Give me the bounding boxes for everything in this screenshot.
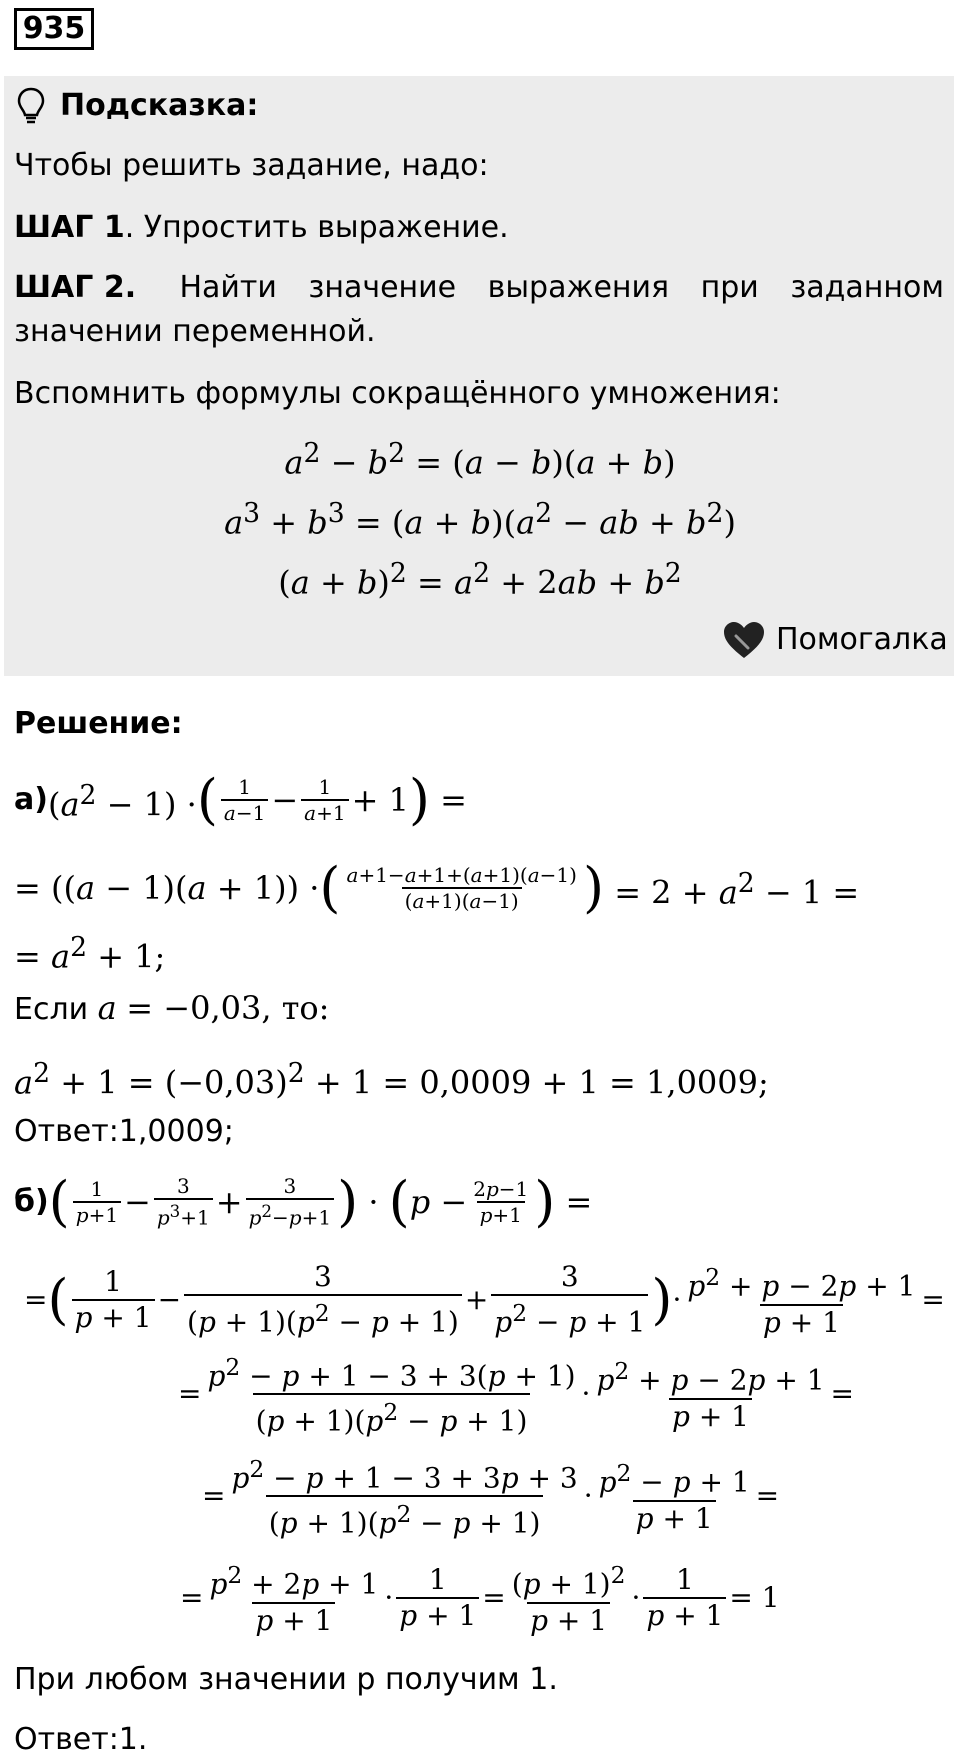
answer-a: Ответ:1,0009; xyxy=(14,1114,234,1149)
step2-label: ШАГ 2. xyxy=(14,270,137,305)
heart-icon[interactable] xyxy=(722,620,766,660)
hint-title: Подсказка: xyxy=(60,88,259,123)
hint-step1 xyxy=(14,210,509,246)
hint-intro: Чтобы решить задание, надо: xyxy=(14,148,489,183)
part-a-label: а) xyxy=(14,782,48,817)
step2-line2: значении переменной. xyxy=(14,314,376,349)
task-number: 935 xyxy=(14,8,94,50)
if-text: Если xyxy=(14,992,89,1027)
part-b-line-5: = $\frac{p^2 + 2p + 1}{p + 1}$ · $\frac{1}{p + 1}$ = $\frac{(p + 1)^2}{p + 1}$ · $\frac{1}{p + 1}$ = 1 xyxy=(180,1561,780,1637)
step2-line1: Найти значение выражения при заданном xyxy=(179,270,944,305)
formula-3: $(a + b)^2 = a^2 + 2ab + b^2$ xyxy=(278,558,682,602)
part-b-line-4: = $\frac{p^2 - p + 1 - 3 + 3p + 3}{(p + 1)(p^2 - p + 1)}$ · $\frac{p^2 - p + 1}{p + 1}$ = xyxy=(202,1454,780,1540)
part-b-line-1: б) ( $\frac{1}{p+1}$ − $\frac{3}{p^3+1}$ + $\frac{3}{p^2-p+1}$ ) · ( p − $\frac{2p-1}{p+1}$ ) = xyxy=(14,1170,593,1233)
formula-2: $a^3 + b^3 = (a + b)(a^2$ − ab + $b^2$) xyxy=(224,498,736,542)
part-a-line-2: = ((a − 1)(a + 1)) · ( $\frac{a+1-a+1+(a+1)(a-1)}{(a+1)(a-1)}$ ) = $2 + a^2 - 1$ = xyxy=(14,856,860,919)
step1-text: . Упростить выражение. xyxy=(124,210,509,245)
conclusion: При любом значении р получим 1. xyxy=(14,1662,558,1697)
step1-label: ШАГ 1 xyxy=(14,210,125,245)
hint-step2 xyxy=(14,270,944,306)
part-b-line-2: = ( $\frac{1}{p + 1}$ − $\frac{3}{(p + 1)(p^2 - p + 1)}$ + $\frac{3}{p^2 - p + 1}$ ) · $\frac{p^2 + p - 2p + 1}{p + 1}$ = xyxy=(24,1260,945,1339)
lightbulb-icon xyxy=(16,86,46,126)
solution-title: Решение: xyxy=(14,706,183,741)
part-a-line-1: а) $(a^2 - 1)$ · ( $\frac{1}{a-1}$ − $\frac{1}{a+1}$ + 1 ) = xyxy=(14,768,467,831)
brand-label[interactable]: Помогалка xyxy=(776,622,948,657)
if-value: = −0,03, то: xyxy=(126,989,330,1027)
if-clause: Если a = −0,03, то: xyxy=(14,989,330,1027)
formula-1: $a^2 - b^2 = (a - b)(a + b)$ xyxy=(284,438,676,482)
part-b-line-3: = $\frac{p^2 - p + 1 - 3 + 3(p + 1)}{(p + 1)(p^2 - p + 1)}$ · $\frac{p^2 + p - 2p + 1}{p + 1}$ = xyxy=(178,1352,854,1438)
part-a-calc: $a^2 + 1 = (-0,03)^2 + 1 = 0,0009 + 1 = 1,0009$; xyxy=(14,1058,769,1102)
answer-b: Ответ:1. xyxy=(14,1722,148,1757)
part-b-label: б) xyxy=(14,1184,49,1219)
formulas-intro: Вспомнить формулы сокращённого умножения: xyxy=(14,376,781,411)
part-a-line-3: = $a^2 + 1$; xyxy=(14,932,166,976)
